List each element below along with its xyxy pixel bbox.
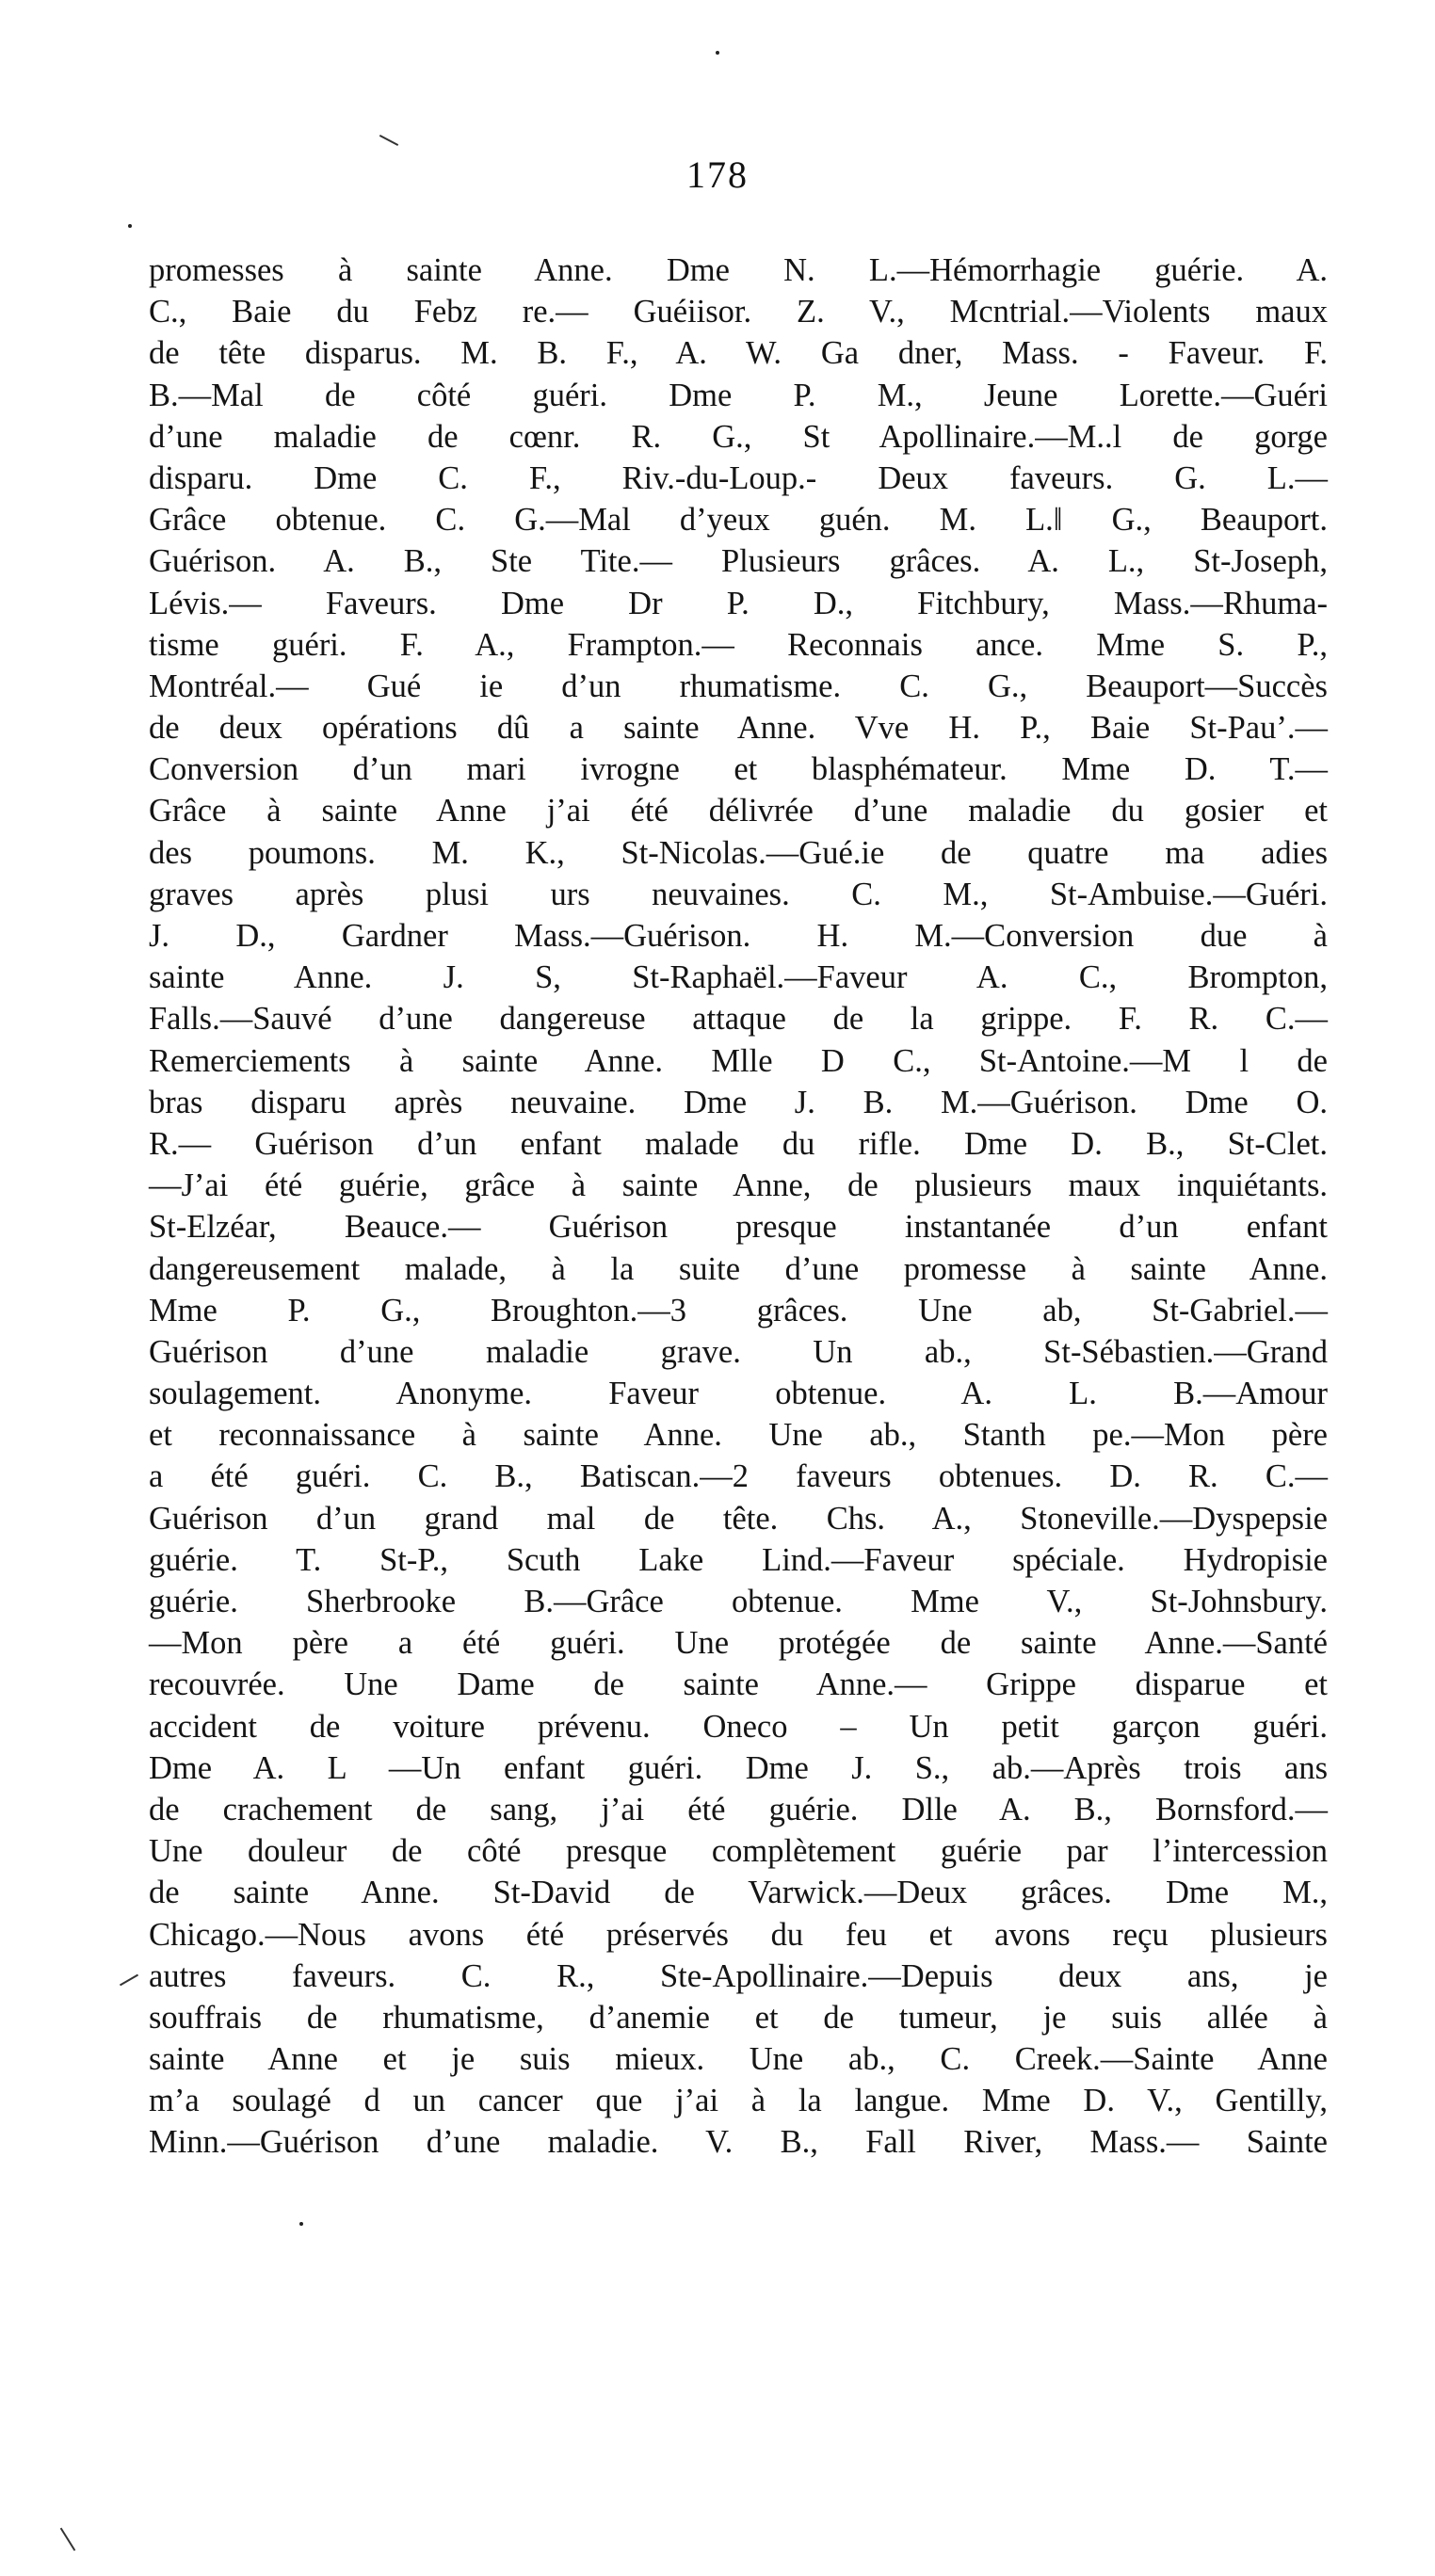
text-line: Conversion d’un mari ivrogne et blasphémateur. Mme D. T.—	[149, 751, 1328, 788]
text-line: guérie. T. St-P., Scuth Lake Lind.—Faveur spéciale. Hydropisie	[149, 1541, 1328, 1578]
text-line: sainte Anne et je suis mieux. Une ab., C. Creek.—Sainte Anne	[149, 2041, 1328, 2078]
text-line: promesses à sainte Anne. Dme N. L.—Hémorrhagie guérie. A.	[149, 252, 1328, 288]
text-line: Guérison d’une maladie grave. Un ab., St-Sébastien.—Grand	[149, 1333, 1328, 1370]
text-line: et reconnaissance à sainte Anne. Une ab., Stanth pe.—Mon père	[149, 1417, 1328, 1454]
text-line: Montréal.— Gué ie d’un rhumatisme. C. G., Beauport—Succès	[149, 668, 1328, 704]
text-line: autres faveurs. C. R., Ste-Apollinaire.—Depuis deux ans, je	[149, 1957, 1328, 1994]
text-line: souffrais de rhumatisme, d’anemie et de tumeur, je suis allée à	[149, 1999, 1328, 2036]
text-line: de tête disparus. M. B. F., A. W. Ga dner, Mass. - Faveur. F.	[149, 335, 1328, 372]
text-line: soulagement. Anonyme. Faveur obtenue. A. L. B.—Amour	[149, 1376, 1328, 1412]
text-line: recouvrée. Une Dame de sainte Anne.— Grippe disparue et	[149, 1666, 1328, 1703]
page-number: 178	[686, 153, 749, 196]
margin-mark	[120, 1974, 138, 1987]
text-line: a été guéri. C. B., Batiscan.—2 faveurs obtenues. D. R. C.—	[149, 1458, 1328, 1495]
text-line: Grâce obtenue. C. G.—Mal d’yeux guén. M. L.‖ G., Beauport.	[149, 502, 1328, 539]
text-line: d’une maladie de cœnr. R. G., St Apollinaire.—M..l de gorge	[149, 418, 1328, 455]
text-line: Lévis.— Faveurs. Dme Dr P. D., Fitchbury, Mass.—Rhuma-	[149, 585, 1328, 621]
text-line: Grâce à sainte Anne j’ai été délivrée d’une maladie du gosier et	[149, 793, 1328, 829]
speck-mark	[128, 224, 132, 228]
text-line: de sainte Anne. St-David de Varwick.—Deux grâces. Dme M.,	[149, 1875, 1328, 1911]
text-line: Guérison. A. B., Ste Tite.— Plusieurs grâces. A. L., St-Joseph,	[149, 543, 1328, 580]
text-line: Une douleur de côté presque complètement guérie par l’intercession	[149, 1833, 1328, 1870]
speck-mark	[299, 2222, 303, 2226]
text-line: tisme guéri. F. A., Frampton.— Reconnais ance. Mme S. P.,	[149, 626, 1328, 663]
text-line: Mme P. G., Broughton.—3 grâces. Une ab, St-Gabriel.—	[149, 1292, 1328, 1328]
text-line: B.—Mal de côté guéri. Dme P. M., Jeune Lorette.—Guéri	[149, 377, 1328, 413]
text-line: Chicago.—Nous avons été préservés du feu et avons reçu plusieurs	[149, 1916, 1328, 1953]
scratch-mark	[379, 135, 398, 146]
body-text	[149, 250, 1328, 2164]
text-line: bras disparu après neuvaine. Dme J. B. M.—Guérison. Dme O.	[149, 1084, 1328, 1120]
text-line: Remerciements à sainte Anne. Mlle D C., St-Antoine.—M l de	[149, 1042, 1328, 1079]
text-line: m’a soulagé d un cancer que j’ai à la langue. Mme D. V., Gentilly,	[149, 2083, 1328, 2119]
text-line: dangereusement malade, à la suite d’une promesse à sainte Anne.	[149, 1250, 1328, 1287]
text-line: disparu. Dme C. F., Riv.-du-Loup.- Deux faveurs. G. L.—	[149, 459, 1328, 496]
scratch-mark	[60, 2528, 76, 2552]
text-line: graves après plusi urs neuvaines. C. M., St-Ambuise.—Guéri.	[149, 876, 1328, 912]
text-line: Guérison d’un grand mal de tête. Chs. A., Stoneville.—Dyspepsie	[149, 1500, 1328, 1537]
text-line: de crachement de sang, j’ai été guérie. Dlle A. B., Bornsford.—	[149, 1791, 1328, 1827]
text-line: sainte Anne. J. S, St-Raphaël.—Faveur A. C., Brompton,	[149, 959, 1328, 996]
text-line: —J’ai été guérie, grâce à sainte Anne, de plusieurs maux inquiétants.	[149, 1167, 1328, 1204]
text-line: —Mon père a été guéri. Une protégée de sainte Anne.—Santé	[149, 1625, 1328, 1662]
text-line: Falls.—Sauvé d’une dangereuse attaque de la grippe. F. R. C.—	[149, 1001, 1328, 1038]
speck-mark	[716, 51, 719, 55]
text-line: de deux opérations dû a sainte Anne. Vve H. P., Baie St-Pau’.—	[149, 710, 1328, 747]
text-line: des poumons. M. K., St-Nicolas.—Gué.ie de quatre ma adies	[149, 834, 1328, 871]
text-line: guérie. Sherbrooke B.—Grâce obtenue. Mme V., St-Johnsbury.	[149, 1584, 1328, 1619]
text-line: J. D., Gardner Mass.—Guérison. H. M.—Conversion due à	[149, 918, 1328, 954]
text-line: accident de voiture prévenu. Oneco – Un petit garçon guéri.	[149, 1708, 1328, 1745]
text-line: Dme A. L —Un enfant guéri. Dme J. S., ab.—Après trois ans	[149, 1749, 1328, 1786]
text-line: St-Elzéar, Beauce.— Guérison presque instantanée d’un enfant	[149, 1209, 1328, 1246]
text-line: Minn.—Guérison d’une maladie. V. B., Fall River, Mass.— Sainte	[149, 2124, 1328, 2161]
text-line: R.— Guérison d’un enfant malade du rifle. Dme D. B., St-Clet.	[149, 1125, 1328, 1162]
text-line: C., Baie du Febz re.— Guéiisor. Z. V., Mcntrial.—Violents maux	[149, 294, 1328, 330]
